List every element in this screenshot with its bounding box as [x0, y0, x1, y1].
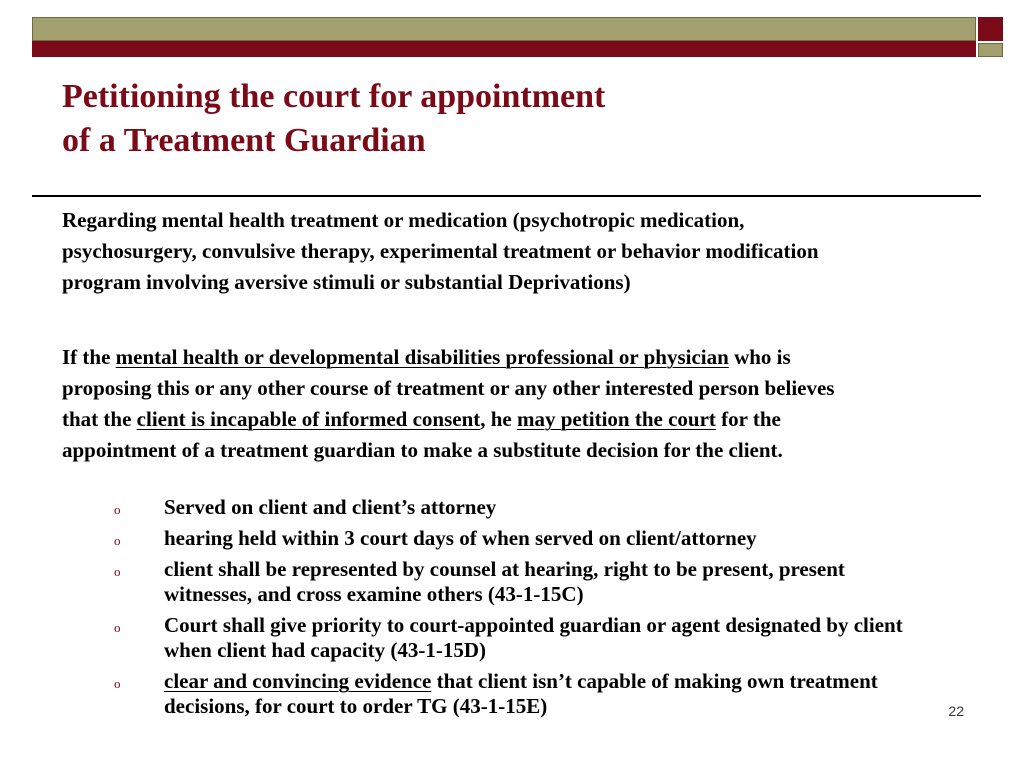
- header-bar-olive: [32, 17, 976, 41]
- petition-text-3: , he: [480, 407, 517, 431]
- bullet-text: that client isn’t capable of making own treatment decisions, for court to order TG (43-1-15E): [164, 669, 878, 718]
- header-square-olive: [978, 43, 1003, 57]
- bullet-marker-icon: o: [114, 533, 121, 548]
- header-square-maroon: [978, 17, 1003, 41]
- bullet-text: hearing held within 3 court days of when served on client/attorney: [164, 526, 757, 550]
- bullet-item: [110, 669, 930, 719]
- bullet-text: Court shall give priority to court-appointed guardian or agent designated by client when client had capacity (43-1-15D): [164, 613, 903, 662]
- header-bar-maroon: [32, 41, 976, 57]
- incapable-of-consent-underline: client is incapable of informed consent: [136, 407, 481, 431]
- petition-text-2: who is proposing this or any other course of treatment or any other interested person believes that the: [62, 345, 835, 431]
- professional-or-physician-underline: mental health or developmental disabilities professional or physician: [115, 345, 729, 369]
- bullet-item: [110, 613, 930, 663]
- bullet-text: client shall be represented by counsel at hearing, right to be present, present witnesses, and cross examine others (43-1-15C): [164, 557, 845, 606]
- bullet-item: [110, 495, 930, 520]
- slide-title-line2: of a Treatment Guardian: [62, 122, 426, 159]
- petition-text-4: for the appointment of a treatment guardian to make a substitute decision for the client.: [62, 407, 783, 462]
- bullet-marker-icon: o: [114, 676, 121, 691]
- clear-and-convincing-underline: clear and convincing evidence: [164, 669, 432, 693]
- bullet-marker-icon: o: [114, 620, 121, 635]
- petition-text-1: If the: [62, 345, 116, 369]
- bullet-item: [110, 557, 930, 607]
- bullet-marker-icon: o: [114, 502, 121, 517]
- slide-title-line1: Petitioning the court for appointment: [62, 78, 606, 115]
- bullet-item: [110, 526, 930, 551]
- page-number: 22: [948, 703, 964, 719]
- slide-title: [62, 75, 605, 163]
- may-petition-underline: may petition the court: [517, 407, 716, 431]
- title-divider: [32, 195, 981, 197]
- petition-paragraph: [62, 342, 862, 466]
- bullet-text: Served on client and client’s attorney: [164, 495, 497, 519]
- intro-paragraph: Regarding mental health treatment or medication (psychotropic medication, psychosurgery, convulsive therapy, experimental treatment or behavior modification program involving aversive stimuli or substantial Deprivations): [62, 208, 819, 294]
- bullet-marker-icon: o: [114, 564, 121, 579]
- bullet-list: [110, 495, 930, 725]
